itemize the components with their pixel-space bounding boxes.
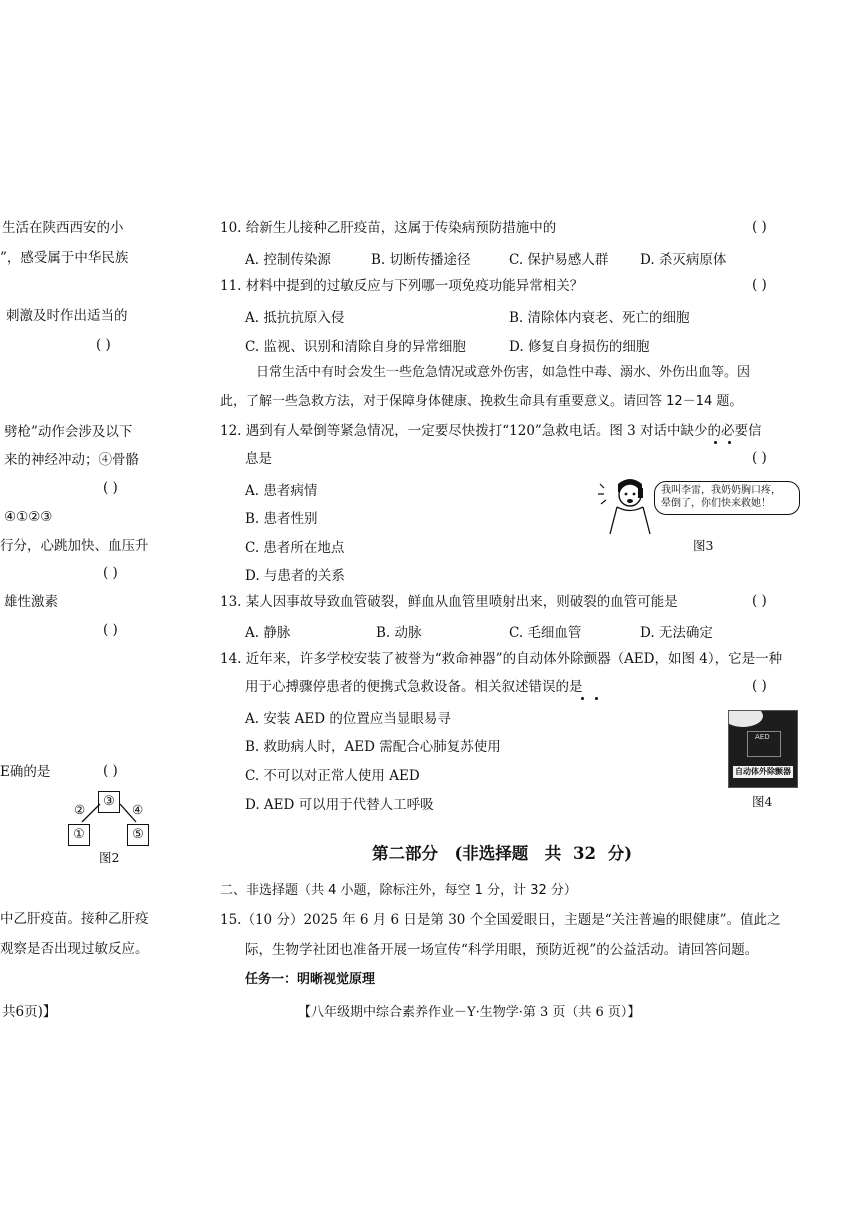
aed-label: 自动体外除颤器	[735, 767, 791, 776]
question-11-stem: 11. 材料中提到的过敏反应与下列哪一项免疫功能异常相关？	[220, 278, 584, 294]
question-12-stem: 息是	[245, 451, 272, 467]
figure-2-label: ②	[74, 802, 86, 817]
option-a: A. 患者病情	[245, 483, 318, 499]
aed-photo	[728, 710, 798, 788]
left-text-line: ④①②③	[4, 509, 53, 525]
boy-on-phone-illustration	[596, 474, 660, 538]
left-text-line: 生活在陕西西安的小	[2, 220, 124, 236]
option-b: B. 救助病人时，AED 需配合心肺复苏使用	[245, 739, 501, 755]
left-text-line: 来的神经冲动；④骨骼	[4, 452, 139, 468]
emphasis-dot	[728, 441, 731, 444]
emphasis-dot	[595, 697, 598, 700]
option-d: D. 修复自身损伤的细胞	[509, 339, 650, 355]
option-a: A. 抵抗抗原入侵	[245, 310, 345, 326]
option-c: C. 保护易感人群	[509, 252, 609, 268]
answer-bracket: ( )	[752, 450, 767, 466]
figure-2-caption: 图2	[99, 850, 120, 865]
answer-bracket: ( )	[752, 678, 767, 694]
answer-bracket: ( )	[752, 277, 767, 293]
left-text-line: 劈枪”动作会涉及以下	[4, 424, 133, 440]
left-text-line: 行分，心跳加快、血压升	[0, 538, 149, 554]
question-13-stem: 13. 某人因事故导致血管破裂，鲜血从血管里喷射出来，则破裂的血管可能是	[220, 594, 678, 610]
question-15-stem: 际，生物学社团也准备开展一场宣传“科学用眼，预防近视”的公益活动。请回答问题。	[245, 942, 759, 958]
left-text-line: 刺激及时作出适当的	[6, 308, 128, 324]
left-text-line: 中乙肝疫苗。接种乙肝疫	[0, 911, 149, 927]
answer-bracket: ( )	[103, 763, 118, 779]
option-b: B. 清除体内衰老、死亡的细胞	[509, 310, 690, 326]
answer-bracket: ( )	[103, 480, 118, 496]
emphasis-dot	[581, 697, 584, 700]
question-14-stem: 14. 近年来，许多学校安装了被誉为“救命神器”的自动体外除颤器（AED，如图 4），它是一种	[220, 651, 783, 667]
aed-photo-highlight	[728, 710, 763, 727]
question-15-stem: 15.（10 分）2025 年 6 月 6 日是第 30 个全国爱眼日，主题是“关注普遍的眼健康”。值此之	[220, 912, 781, 928]
emphasis-dot	[714, 441, 717, 444]
section-heading: 第二部分 (非选择题 共 32 分)	[372, 844, 633, 863]
figure-2-box: ⑤	[127, 824, 149, 846]
question-14-stem: 用于心搏骤停患者的便携式急救设备。相关叙述错误的是	[245, 679, 583, 695]
left-text-line: 观察是否出现过敏反应。	[0, 941, 149, 957]
option-b: B. 患者性别	[245, 511, 318, 527]
answer-bracket: ( )	[96, 337, 111, 353]
answer-bracket: ( )	[752, 593, 767, 609]
figure-3-caption: 图3	[693, 538, 714, 553]
option-a: A. 静脉	[245, 625, 291, 641]
option-c: C. 监视、识别和清除自身的异常细胞	[245, 339, 466, 355]
figure-4-caption: 图4	[752, 794, 773, 809]
section-instructions: 二、非选择题（共 4 小题，除标注外，每空 1 分，计 32 分）	[220, 883, 577, 898]
answer-bracket: ( )	[103, 565, 118, 581]
option-d: D. 杀灭病原体	[640, 252, 727, 268]
question-10-stem: 10. 给新生儿接种乙肝疫苗，这属于传染病预防措施中的	[220, 220, 557, 236]
left-footer: 共6页)】	[2, 1004, 57, 1020]
left-text-line: ”，感受属于中华民族	[0, 250, 129, 266]
option-b: B. 动脉	[376, 625, 422, 641]
page-footer: 【八年级期中综合素养作业－Y·生物学·第 3 页（共 6 页）】	[298, 1005, 641, 1020]
option-d: D. 与患者的关系	[245, 568, 345, 584]
option-a: A. 安装 AED 的位置应当显眼易寻	[245, 711, 451, 727]
answer-bracket: ( )	[752, 219, 767, 235]
option-c: C. 毛细血管	[509, 625, 582, 641]
option-b: B. 切断传播途径	[371, 252, 471, 268]
option-d: D. 无法确定	[640, 625, 713, 641]
figure-2-label: ④	[132, 802, 144, 817]
task-title: 任务一：明晰视觉原理	[245, 972, 376, 987]
speech-bubble	[654, 481, 800, 515]
left-text-line: E确的是	[0, 764, 51, 780]
intro-text-line: 此，了解一些急救方法，对于保障身体健康、挽救生命具有重要意义。请回答 12－14 题。	[220, 394, 743, 409]
speech-bubble-text: 我叫李雷，我奶奶胸口疼，	[661, 485, 781, 496]
speech-bubble-text: 晕倒了，你们快来救她！	[661, 498, 771, 509]
answer-bracket: ( )	[103, 622, 118, 638]
intro-text-line: 日常生活中有时会发生一些危急情况或意外伤害，如急性中毒、溺水、外伤出血等。因	[256, 365, 751, 380]
figure-2-box: ①	[68, 824, 90, 846]
option-c: C. 不可以对正常人使用 AED	[245, 768, 420, 784]
option-d: D. AED 可以用于代替人工呼吸	[245, 797, 434, 813]
option-a: A. 控制传染源	[245, 252, 331, 268]
figure-2-box: ③	[98, 791, 120, 813]
left-text-line: 雄性激素	[4, 594, 58, 610]
aed-small-label: AED	[755, 733, 770, 741]
question-12-stem: 12. 遇到有人晕倒等紧急情况，一定要尽快拨打“120”急救电话。图 3 对话中缺少的必要信	[220, 423, 762, 439]
option-c: C. 患者所在地点	[245, 540, 345, 556]
